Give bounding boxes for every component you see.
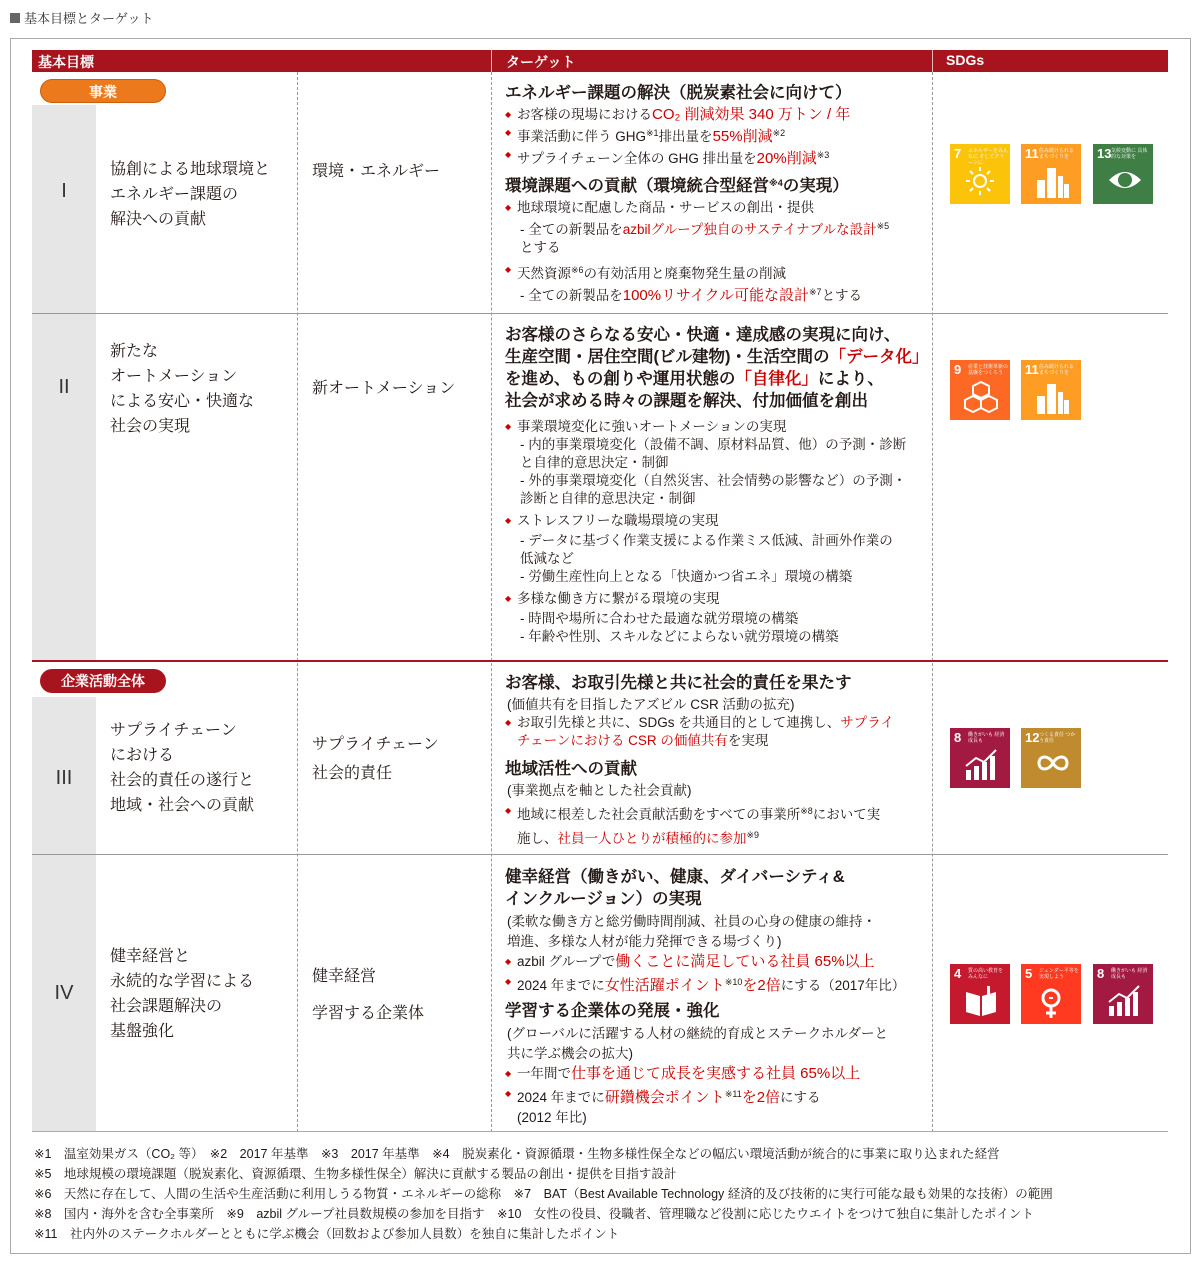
roman-column-bg	[32, 105, 96, 313]
footnote-line: ※6 天然に存在して、人間の生活や生産活動に利用しうる物質・エネルギーの総称 ※7 BAT（Best Available Technology 経済的及び技術的に実行可能な最も効果的な技術）の範囲	[34, 1187, 1053, 1201]
category-text	[312, 157, 487, 186]
sdg-number: 9	[954, 362, 962, 377]
goal-text	[110, 339, 290, 439]
text: お客様の現場における	[517, 107, 652, 122]
target-sub	[505, 283, 930, 305]
footnote-line: ※5 地球規模の環境課題（脱炭素化、資源循環、生物多様性保全）解決に貢献する製品の創出・提供を目指す設計	[34, 1167, 677, 1181]
square-bullet-icon	[10, 13, 20, 23]
footnote-ref: ※8	[800, 806, 813, 816]
goal-line: エネルギー課題の	[110, 186, 239, 203]
category-text	[312, 374, 487, 403]
sdg-number: 4	[954, 966, 962, 981]
sdg-number: 7	[954, 146, 962, 161]
column-divider	[297, 72, 298, 1132]
column-divider	[491, 72, 492, 1132]
target-bullet	[505, 124, 930, 146]
target-heading: お客様、お取引先様と共に社会的責任を果たす	[505, 674, 852, 692]
goal-text	[110, 157, 290, 232]
target-bullet: ◆ ストレスフリーな職場環境の実現	[505, 512, 930, 530]
highlight: 社員一人ひとりが積極的に参加	[557, 831, 747, 846]
sdg-number: 5	[1025, 966, 1033, 981]
highlight: 100%リサイクル可能な設計	[622, 287, 810, 304]
category-line: 健幸経営	[312, 968, 377, 985]
text: 一年間で	[517, 1066, 571, 1081]
text: 事業活動に伴う GHG	[517, 129, 647, 144]
text: 施し、	[517, 831, 558, 846]
target-heading: お客様のさらなる安心・快適・達成感の実現に向け、	[505, 326, 901, 344]
growth-icon	[1107, 984, 1143, 1018]
text: を実現	[727, 733, 769, 748]
sdg-number: 8	[1097, 966, 1105, 981]
sdg-caption: エネルギーをみんなに そしてクリーンに	[968, 148, 1009, 166]
goal-line: オートメーション	[110, 368, 238, 385]
target-bullet	[505, 972, 930, 996]
target-heading	[505, 346, 930, 368]
target-heading	[505, 172, 930, 197]
row-number: I	[61, 180, 67, 202]
target-sub: と自律的意思決定・制御	[520, 455, 669, 470]
footnote-line: ※8 国内・海外を含む全事業所 ※9 azbil グループ社員数規模の参加を目指す ※10 女性の役員、役職者、管理職など役割に応じたウエイトをつけて独自に集計したポイント	[34, 1207, 1034, 1221]
goal-line: 基盤強化	[110, 1023, 175, 1040]
sdg-caption: 働きがいも 経済成長も	[1111, 968, 1148, 980]
cubes-icon	[964, 380, 998, 416]
roman-column-bg	[32, 314, 96, 660]
sdg-number: 13	[1097, 146, 1112, 161]
target-sub: 診断と自律的意思決定・制御	[520, 491, 696, 506]
highlight: 「データ化」	[829, 348, 929, 366]
footnote-ref: ※5	[876, 221, 890, 231]
header-divider	[932, 50, 933, 72]
target-paren: (価値共有を目指したアズビル CSR 活動の拡充)	[507, 697, 795, 712]
text: サプライチェーン全体の GHG 排出量を	[517, 151, 757, 166]
highlight: サプライ	[840, 715, 894, 730]
footnote-line: ※1 温室効果ガス（CO₂ 等） ※2 2017 年基準 ※3 2017 年基準 ※4 脱炭素化・資源循環・生物多様性保全などの幅広い環境活動が統合的に事業に取り込まれた経営	[34, 1147, 1000, 1161]
target-bullet	[505, 802, 930, 824]
highlight: 20%削減	[756, 150, 817, 167]
sdg-5-icon	[1021, 964, 1081, 1024]
text: にする	[780, 1090, 821, 1105]
target-sub: - データに基づく作業支援による作業ミス低減、計画外作業の	[520, 533, 893, 548]
text: により、	[817, 370, 884, 388]
target-sub: - 内的事業環境変化（設備不調、原材料品質、他）の予測・診断	[520, 437, 907, 452]
target-bullet	[505, 714, 930, 732]
highlight: 働くことに満足している社員 65%以上	[615, 953, 875, 970]
table-bottom	[32, 1131, 1168, 1132]
target-bullet: ◆ 事業環境変化に強いオートメーションの実現	[505, 418, 930, 436]
target-heading: 学習する企業体の発展・強化	[505, 1002, 720, 1020]
sdg-caption: 気候変動に 具体的な対策を	[1111, 148, 1148, 160]
target-bullet: ◆ 地球環境に配慮した商品・サービスの創出・提供	[505, 199, 930, 217]
row-number: III	[55, 767, 73, 789]
text: 環境課題への貢献（環境統合型経営	[505, 177, 769, 195]
header-target: ターゲット	[506, 54, 576, 70]
footnote-ref: ※4	[769, 178, 783, 188]
sdg-caption: 産業と技術革新の 基盤をつくろう	[968, 364, 1009, 376]
goal-line: 社会の実現	[110, 418, 191, 435]
sdg-number: 12	[1025, 730, 1040, 745]
sdg-caption: 住み続けられる まちづくりを	[1039, 148, 1075, 160]
column-divider	[932, 72, 933, 1132]
target-sub: - 労働生産性向上となる「快適かつ省エネ」環境の構築	[520, 569, 853, 584]
footnote-ref: ※2	[772, 128, 786, 138]
target-sub	[505, 217, 930, 239]
target-bullet	[505, 1084, 930, 1108]
target-cont: (2012 年比)	[517, 1110, 587, 1125]
footnote-ref: ※3	[816, 150, 830, 160]
goal-line: 社会的責任の遂行と	[110, 772, 255, 789]
text: 地域に根差した社会貢献活動をすべての事業所	[517, 807, 801, 822]
section-label-business: 事業	[40, 79, 166, 103]
book-icon	[964, 984, 998, 1018]
target-sub: - 時間や場所に合わせた最適な就労環境の構築	[520, 611, 799, 626]
footnote-ref: ※10	[724, 977, 743, 987]
footnote-line: ※11 社内外のステークホルダーとともに学ぶ機会（回数および参加人員数）を独自に集計したポイント	[34, 1227, 620, 1241]
goal-line: 解決への貢献	[110, 211, 207, 228]
text: を進め、もの創りや運用状態の	[505, 370, 736, 388]
page-title	[10, 8, 153, 27]
goal-line: 永続的な学習による	[110, 973, 255, 990]
target-bullet: ◆ 多様な働き方に繋がる環境の実現	[505, 590, 930, 608]
highlight: 55%削減	[712, 128, 773, 145]
category-line: サプライチェーン	[312, 736, 439, 753]
target-bullet	[505, 106, 930, 124]
text: の実現）	[782, 177, 849, 195]
sdg-caption: 住み続けられる まちづくりを	[1039, 364, 1075, 376]
target-block	[505, 82, 930, 305]
page-title-text: 基本目標とターゲット	[24, 11, 154, 26]
text: とする	[821, 288, 863, 303]
text: - 全ての新製品を	[520, 288, 623, 303]
goal-line: サプライチェーン	[110, 722, 237, 739]
row-divider	[32, 854, 1168, 855]
city-icon	[1035, 164, 1071, 200]
sdg-caption: 働きがいも 経済成長も	[968, 732, 1005, 744]
target-bullet	[505, 952, 930, 972]
target-block	[505, 866, 930, 1128]
text: 天然資源	[517, 266, 571, 281]
footnote-ref: ※11	[724, 1089, 742, 1099]
footnote-ref: ※9	[746, 830, 760, 840]
text: の有効活用と廃棄物発生量の削減	[583, 266, 787, 281]
table-header	[32, 50, 1168, 72]
growth-icon	[964, 748, 1000, 782]
category-text	[312, 730, 487, 788]
goal-line: 社会課題解決の	[110, 998, 223, 1015]
highlight: 研鑽機会ポイント	[604, 1089, 725, 1106]
target-block	[505, 324, 930, 646]
infinity-icon	[1035, 748, 1071, 778]
sdg-9-icon	[950, 360, 1010, 420]
highlight: を2倍	[741, 1089, 781, 1106]
sdg-number: 11	[1025, 362, 1039, 377]
target-sub: とする	[520, 240, 561, 255]
goal-line: 健幸経営と	[110, 948, 191, 965]
sdg-number: 8	[954, 730, 962, 745]
sdg-11-icon	[1021, 360, 1081, 420]
text: 生産空間・居住空間(ビル建物)・生活空間の	[505, 348, 830, 366]
sdg-caption: 質の高い教育を みんなに	[968, 968, 1004, 980]
target-heading: エネルギー課題の解決（脱炭素社会に向けて）	[505, 84, 852, 102]
target-heading: インクルージョン）の実現	[505, 890, 702, 908]
sdg-12-icon	[1021, 728, 1081, 788]
goal-line: 地域・社会への貢献	[110, 797, 255, 814]
goal-text	[110, 944, 290, 1044]
text: 2024 年までに	[517, 1090, 605, 1105]
target-bullet	[505, 261, 930, 283]
target-paren: (事業拠点を軸とした社会貢献)	[507, 783, 692, 798]
sdg-caption: ジェンダー平等を 実現しよう	[1039, 968, 1079, 980]
target-sub: - 外的事業環境変化（自然災害、社会情勢の影響など）の予測・	[520, 473, 907, 488]
category-line: 環境・エネルギー	[312, 163, 441, 180]
target-cont	[505, 826, 930, 848]
goal-line: 新たな	[110, 343, 159, 360]
section-divider	[32, 660, 1168, 662]
sdg-7-icon	[950, 144, 1010, 204]
target-heading	[505, 368, 930, 390]
goal-text	[110, 718, 290, 818]
row-divider	[32, 313, 1168, 314]
text: において実	[812, 807, 881, 822]
text: 2024 年までに	[517, 978, 605, 993]
category-line: 新オートメーション	[312, 380, 456, 397]
header-goal: 基本目標	[38, 54, 94, 70]
sun-icon	[964, 164, 996, 198]
row-number: IV	[54, 982, 74, 1004]
goal-line: における	[110, 747, 175, 764]
footnote-ref: ※1	[646, 128, 659, 138]
category-line: 学習する企業体	[312, 1005, 425, 1022]
target-bullet	[505, 1064, 930, 1084]
target-paren: 増進、多様な人材が能力発揮できる場づくり)	[507, 934, 782, 949]
sdg-8-icon	[950, 728, 1010, 788]
target-heading: 地域活性への貢献	[505, 760, 637, 778]
row-number: II	[58, 376, 70, 398]
text: 排出量を	[658, 129, 713, 144]
gender-icon	[1035, 984, 1069, 1020]
goal-line: 協創による地球環境と	[110, 161, 271, 178]
target-paren: (柔軟な働き方と総労働時間削減、社員の心身の健康の維持・	[507, 914, 876, 929]
highlight: azbilグループ独自のサステイナブルな設計	[622, 222, 877, 237]
highlight: 仕事を通じて成長を実感する社員 65%以上	[571, 1065, 861, 1082]
text: お取引先様と共に、SDGs を共通目的として連携し、	[517, 715, 841, 730]
target-heading: 健幸経営（働きがい、健康、ダイバーシティ&	[505, 868, 845, 886]
header-divider	[491, 50, 492, 72]
category-text	[312, 962, 487, 1028]
eye-globe-icon	[1107, 164, 1143, 196]
highlight: CO₂ 削減効果 340 万トン / 年	[652, 106, 851, 123]
highlight: チェーンにおける CSR の価値共有	[517, 733, 728, 748]
text: azbil グループで	[517, 954, 616, 969]
sdg-11-icon	[1021, 144, 1081, 204]
sdg-number: 11	[1025, 146, 1039, 161]
highlight: を2倍	[742, 977, 781, 994]
text: - 全ての新製品を	[520, 222, 623, 237]
goal-line: による安心・快適な	[110, 393, 255, 410]
section-label-corporate: 企業活動全体	[40, 669, 166, 693]
target-block	[505, 672, 930, 848]
target-sub: 低減など	[520, 551, 574, 566]
city-icon	[1035, 380, 1071, 416]
footnotes	[34, 1144, 1184, 1244]
target-paren: (グローバルに活躍する人材の継続的育成とステークホルダーと	[507, 1026, 889, 1041]
highlight: 女性活躍ポイント	[604, 977, 725, 994]
footnote-ref: ※6	[571, 265, 584, 275]
sdg-caption: つくる責任 つかう責任	[1039, 732, 1076, 744]
text: にする（2017年比）	[780, 978, 906, 993]
highlight: 「自律化」	[735, 370, 818, 388]
target-sub: - 年齢や性別、スキルなどによらない就労環境の構築	[520, 629, 839, 644]
target-paren: 共に学ぶ機会の拡大)	[507, 1046, 633, 1061]
category-line: 社会的責任	[312, 765, 393, 782]
target-heading: 社会が求める時々の課題を解決、付加価値を創出	[505, 392, 868, 410]
target-cont	[505, 732, 930, 750]
sdg-13-icon	[1093, 144, 1153, 204]
sdg-8-icon	[1093, 964, 1153, 1024]
sdg-4-icon	[950, 964, 1010, 1024]
header-sdgs: SDGs	[946, 52, 985, 68]
target-bullet	[505, 146, 930, 168]
footnote-ref: ※7	[809, 287, 822, 297]
